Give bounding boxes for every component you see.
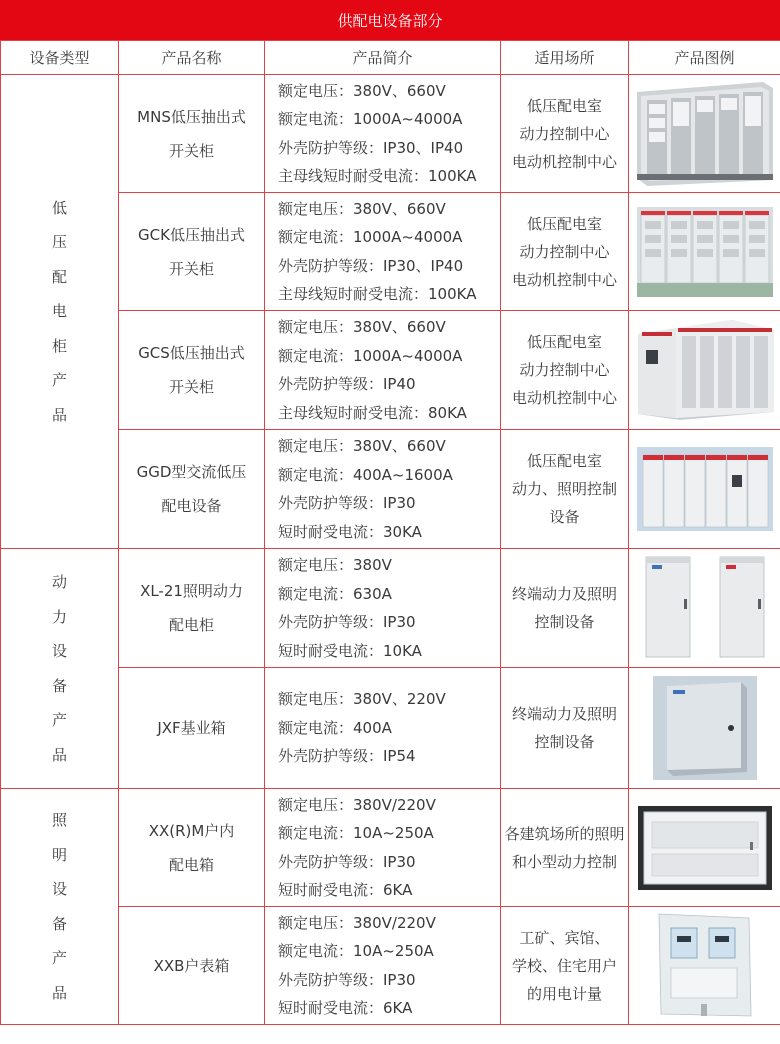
meter-box-image [657,912,753,1020]
product-image [629,193,780,311]
category-power: 动 力 设 备 产 品 [1,549,119,789]
header-intro: 产品简介 [265,41,501,75]
page-title: 供配电设备部分 [337,11,443,30]
product-image [629,430,780,549]
product-specs: 额定电压：380V/220V 额定电流：10A~250A 外壳防护等级：IP30 短时耐受电流：6KA [265,907,501,1025]
table-header-row [1,41,780,75]
product-specs: 额定电压：380V、660V 额定电流：400A~1600A 外壳防护等级：IP30 短时耐受电流：30KA [265,430,501,549]
product-image [629,549,780,668]
product-place: 终端动力及照明 控制设备 [501,549,629,668]
product-name: JXF基业箱 [119,668,265,789]
category-low-voltage: 低 压 配 电 柜 产 品 [1,75,119,549]
product-place: 低压配电室 动力控制中心 电动机控制中心 [501,75,629,193]
switchgear-cabinet-image [637,82,773,186]
product-place: 低压配电室 动力控制中心 电动机控制中心 [501,193,629,311]
product-image [629,311,780,430]
distribution-cabinet-image [640,555,770,661]
product-specs: 额定电压：380V/220V 额定电流：10A~250A 外壳防护等级：IP30 短时耐受电流：6KA [265,789,501,907]
product-name: XXB户表箱 [119,907,265,1025]
junction-box-image [653,676,757,780]
product-name: GGD型交流低压 配电设备 [119,430,265,549]
product-image [629,789,780,907]
product-specs: 额定电压：380V、220V 额定电流：400A 外壳防护等级：IP54 [265,668,501,789]
product-name: XL-21照明动力 配电柜 [119,549,265,668]
product-place: 工矿、宾馆、 学校、住宅用户 的用电计量 [501,907,629,1025]
product-place: 终端动力及照明 控制设备 [501,668,629,789]
table-row [1,549,780,668]
header-name: 产品名称 [119,41,265,75]
product-place: 低压配电室 动力、照明控制 设备 [501,430,629,549]
product-place: 低压配电室 动力控制中心 电动机控制中心 [501,311,629,430]
table-row [1,789,780,907]
product-image [629,907,780,1025]
header-type: 设备类型 [1,41,119,75]
page-title-banner [0,0,780,40]
product-name: GCS低压抽出式 开关柜 [119,311,265,430]
product-image [629,668,780,789]
equipment-table [0,40,780,1025]
product-specs: 额定电压：380V、660V 额定电流：1000A~4000A 外壳防护等级：IP30、IP40 主母线短时耐受电流：100KA [265,193,501,311]
distribution-box-image [638,806,772,890]
header-place: 适用场所 [501,41,629,75]
product-image [629,75,780,193]
product-specs: 额定电压：380V、660V 额定电流：1000A~4000A 外壳防护等级：IP40 主母线短时耐受电流：80KA [265,311,501,430]
product-name: GCK低压抽出式 开关柜 [119,193,265,311]
switchgear-cabinet-image [636,320,774,420]
switchgear-cabinet-image [637,207,773,297]
product-name: XX(R)M户内 配电箱 [119,789,265,907]
product-specs: 额定电压：380V 额定电流：630A 外壳防护等级：IP30 短时耐受电流：10KA [265,549,501,668]
table-row [1,75,780,193]
switchgear-cabinet-image [637,447,773,531]
product-specs: 额定电压：380V、660V 额定电流：1000A~4000A 外壳防护等级：IP30、IP40 主母线短时耐受电流：100KA [265,75,501,193]
product-name: MNS低压抽出式 开关柜 [119,75,265,193]
category-lighting: 照 明 设 备 产 品 [1,789,119,1025]
product-place: 各建筑场所的照明 和小型动力控制 [501,789,629,907]
header-image: 产品图例 [629,41,780,75]
